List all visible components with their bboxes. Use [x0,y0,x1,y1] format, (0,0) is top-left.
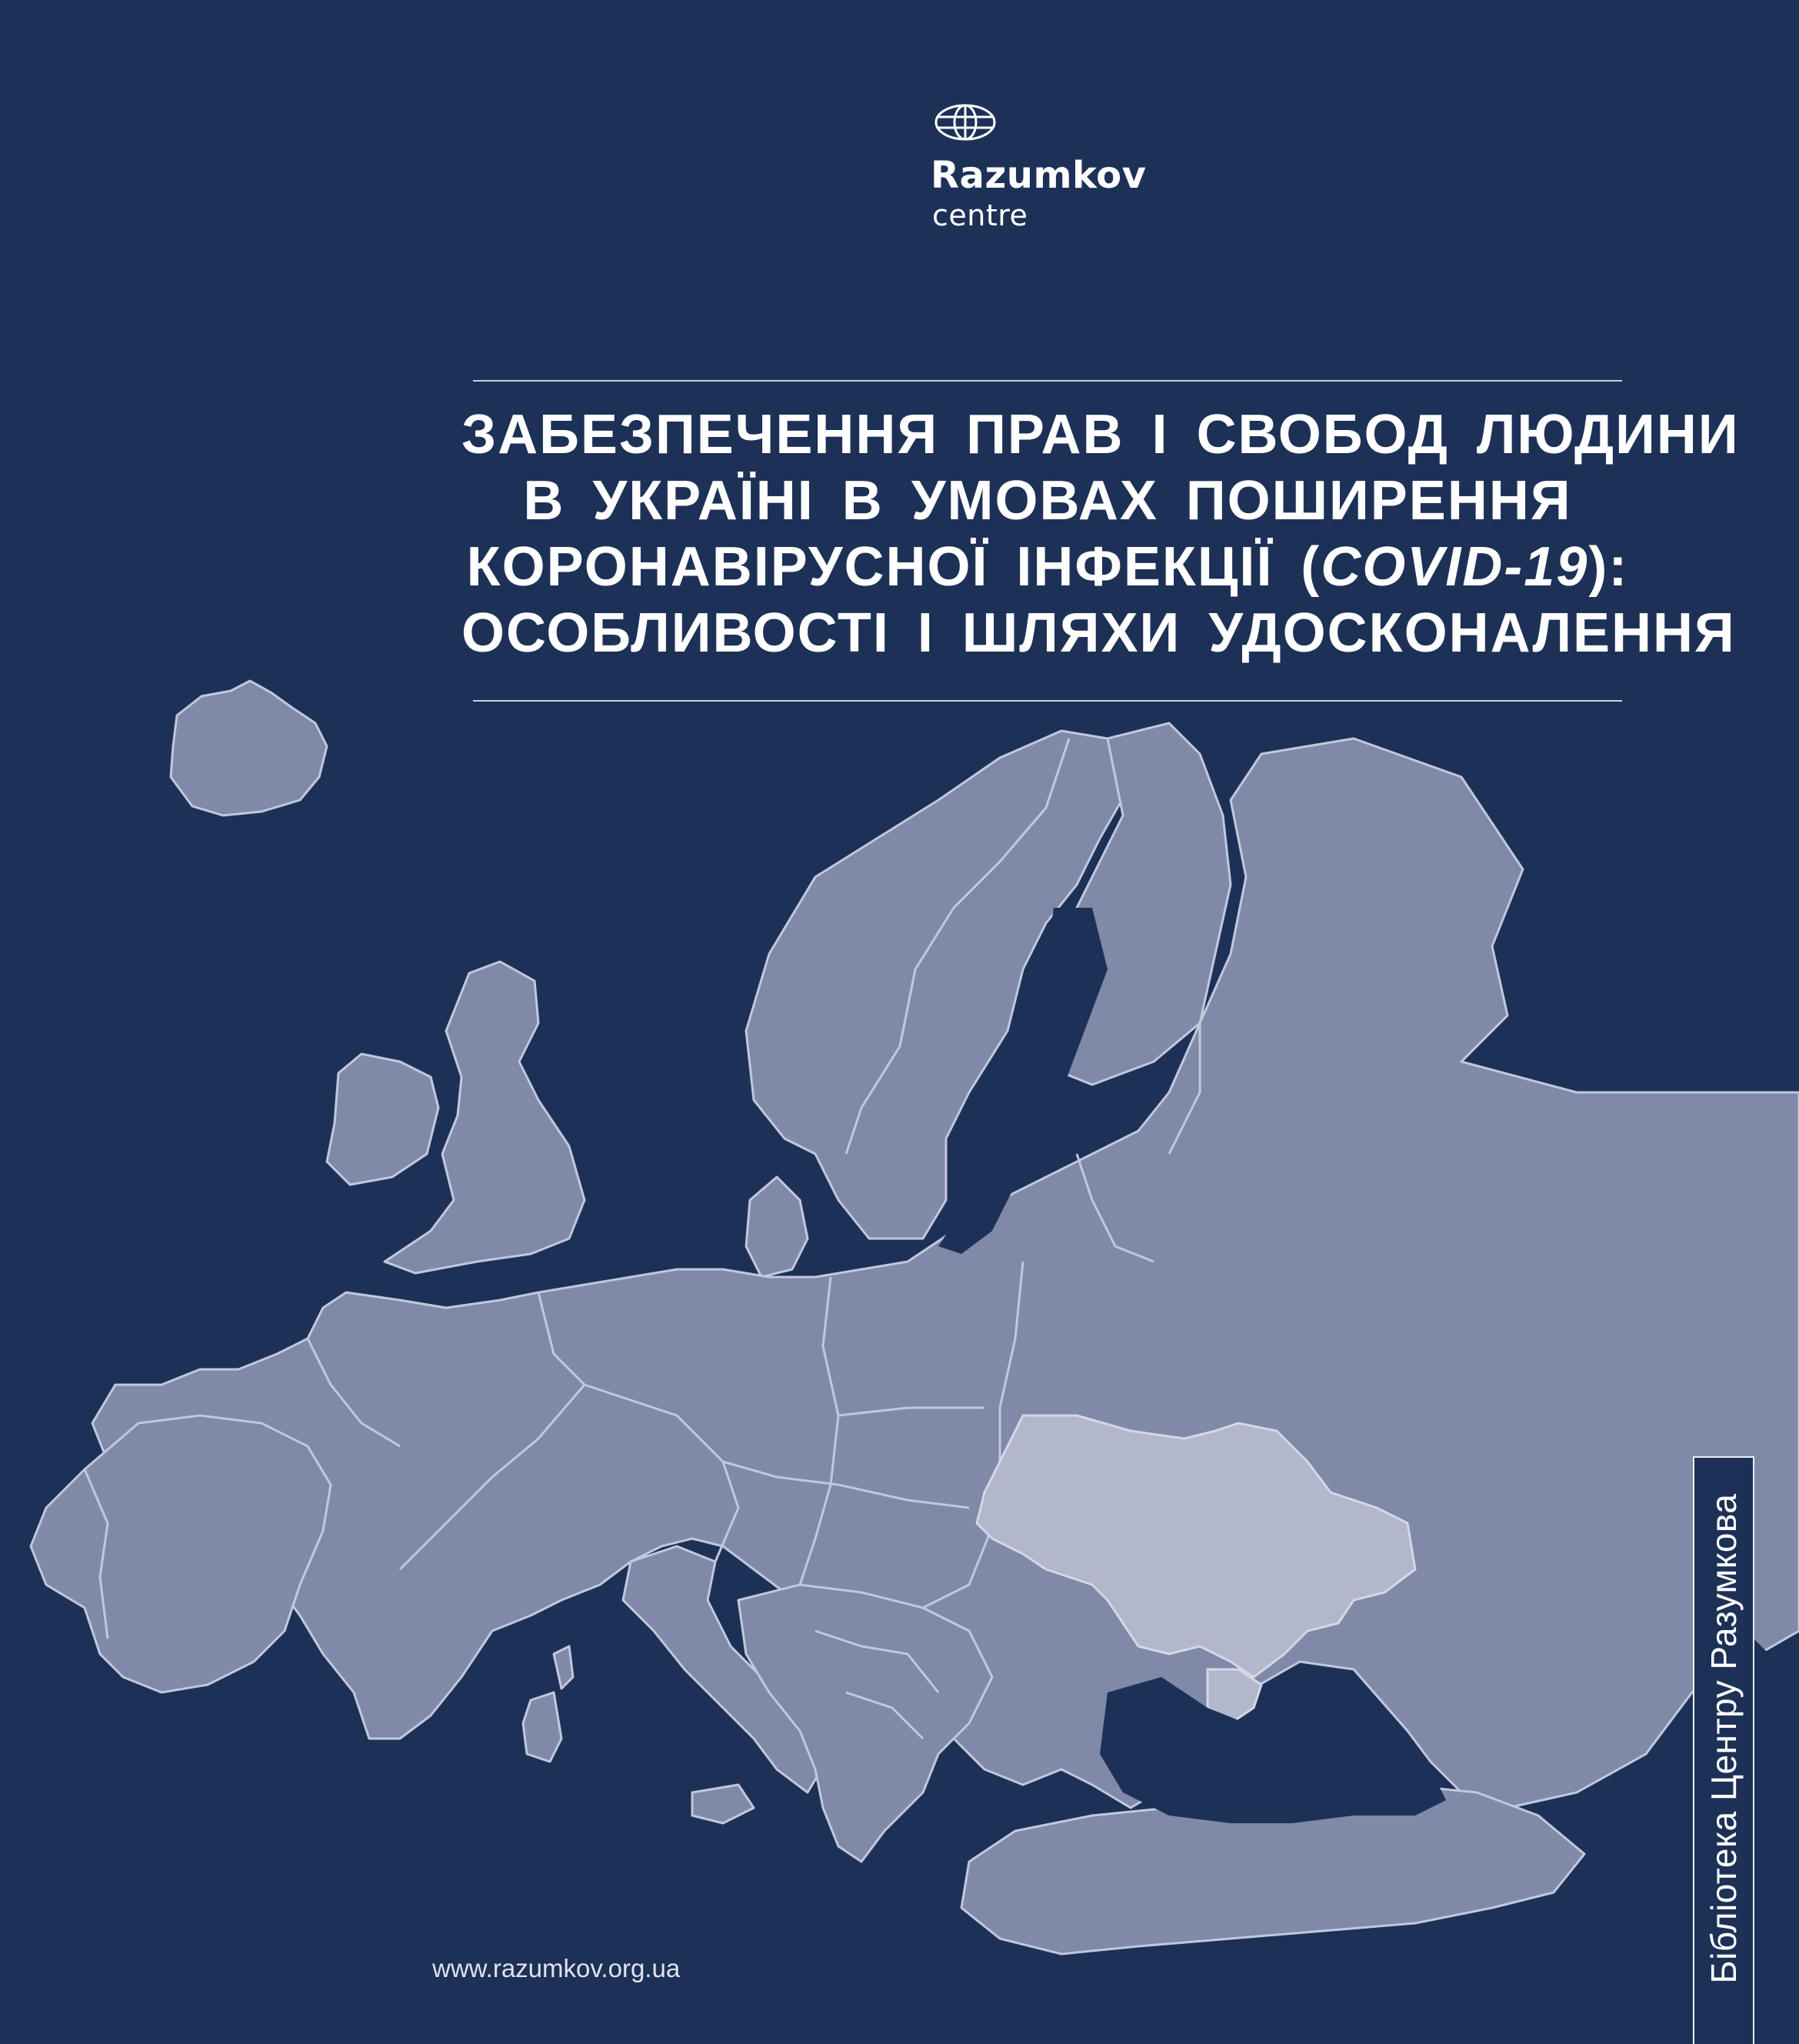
map-iceland [171,681,327,815]
map-corsica [554,1646,573,1689]
razumkov-logo [931,98,1177,237]
title-rule-bottom [473,700,1622,702]
series-label: Бібліотека Центру Разумкова [1704,1493,1744,1984]
logo-subtitle: centre [932,198,1028,232]
title-covid-term: COVID-19 [1321,536,1589,598]
title-line-3: КОРОНАВІРУСНОЇ ІНФЕКЦІЇ (COVID-19): [466,536,1629,598]
map-sicily [692,1785,754,1823]
document-title [461,402,1740,666]
map-ireland [327,1054,438,1185]
map-sardinia [523,1692,561,1762]
globe-icon [934,103,997,142]
title-line-1: ЗАБЕЗПЕЧЕННЯ ПРАВ І СВОБОД ЛЮДИНИ [461,404,1740,465]
title-rule-top [473,380,1622,382]
title-line-2: В УКРАЇНІ В УМОВАХ ПОШИРЕННЯ [523,470,1572,532]
logo-name: Razumkov [931,154,1147,197]
website-url[interactable]: www.razumkov.org.ua [432,1954,681,1982]
map-iberia [31,1415,331,1692]
title-line-4: ОСОБЛИВОСТІ І ШЛЯХИ УДОСКОНАЛЕННЯ [461,602,1736,664]
map-denmark [746,1177,808,1277]
